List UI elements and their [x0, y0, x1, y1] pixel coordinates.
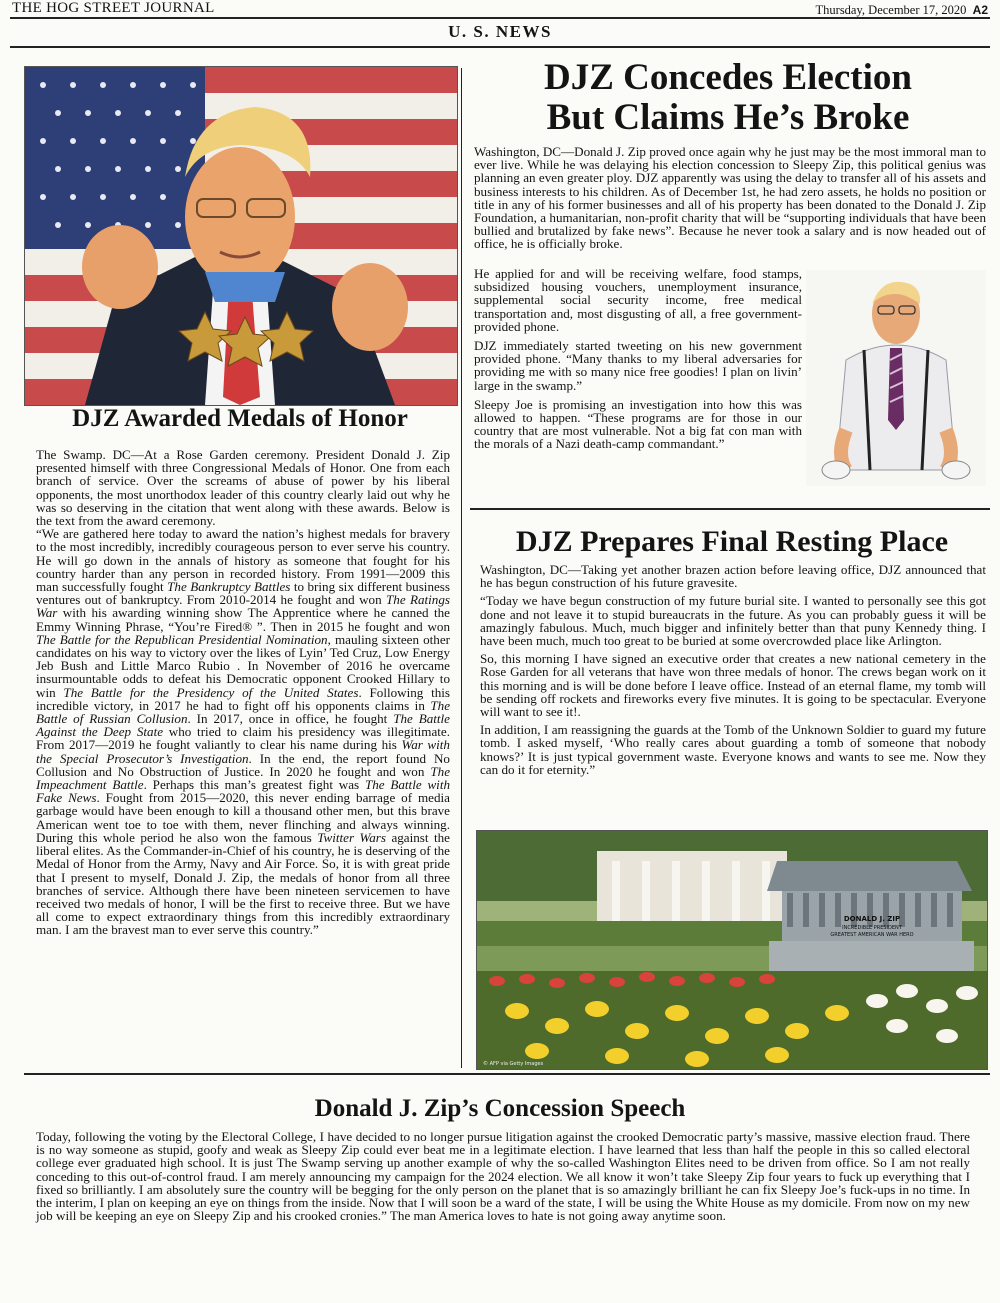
masthead-rule	[10, 17, 990, 19]
flag-portrait-illustration	[25, 67, 457, 405]
resting-article-body	[480, 563, 986, 776]
medals-article-body	[36, 448, 450, 937]
tomb-inscription-1: INCREDIBLE PRESIDENT	[842, 925, 902, 931]
section-rule	[10, 46, 990, 48]
medals-photo	[24, 66, 458, 406]
broke-figure-photo	[806, 270, 986, 486]
concede-paragraph-3: Sleepy Joe is promising an investigation into how this was allowed to happen. “These programs are for those in our country that are most vulnerable. Not a big fat con man with the morals of a Nazi death-camp commandant.”	[474, 396, 802, 452]
resting-paragraph-1: Washington, DC—Taking yet another brazen action before leaving office, DJZ announced that he has begun construction of his future gravesite.	[480, 562, 986, 591]
medals-headline: DJZ Awarded Medals of Honor	[72, 405, 408, 432]
tomb-inscription-2: GREATEST AMERICAN WAR HERO	[830, 932, 914, 938]
resting-paragraph-3: So, this morning I have signed an executive order that creates a new national cemetery in the Rose Garden for all veterans that have won three medals of honor. The crews began work on it this morning and is will be done before I leave office. Instead of an eternal flame, my tomb will be sending off rockets and fireworks every five minutes. It is going to be spectacular. Everyone will want to see it!.	[480, 651, 986, 720]
column-divider	[461, 68, 462, 1068]
page-number: A2	[972, 3, 988, 17]
medals-paragraph-2: “We are gathered here today to award the nation’s highest medals for bravery to the most incredibly, incredibly courageous person to ever serve his country. He will go down in the annals of history as someone that fought for his country harder than any person in recorded history. From 1991—2009 this man successfully fought The Bankruptcy Battles to bring six different business ventures out of bankruptcy. From 2010-2014 he fought and won The Ratings War with his awarding winning show The Apprentice where he canned the Emmy Winning Phrase, “You’re Fired® ”. Then in 2015 he fought and won The Battle for the Republican Presidential Nomination, mauling sixteen other candidates on his way to victory over the likes of Lyin’ Ted Cruz, Low Energy Jeb Bush and Little Marco Rubio . In November of 2016 he overcame insurmountable odds to defeat his Democratic opponent Crooked Hillary to win The Battle for the Presidency of the United States. Following this incredible victory, in 2017 he had to fight off his opponents claims in The Battle of Russian Collusion. In 2017, once in office, he fought The Battle Against the Deep State who tried to claim his presidency was illegitimate. From 2017—2019 he fought valiantly to clear his name during his War with the Special Prosecutor’s Investigation. In the end, the report found No Collusion and No Obstruction of Justice. In 2020 he fought and won The Impeachment Battle. Perhaps this man’s greatest fight was The Battle with Fake News. Fought from 2015—2020, this never ending barrage of media garbage would have been enough to kill a thousand other men, but this brave American went toe to toe with them, never flinching and always winning. During this whole period he also won the famous Twitter Wars against the liberal elites. As the Commander-in-Chief of his country, he is deserving of the Medal of Honor from the Army, Navy and Air Force. So, it is with great pride that I present to myself, Donald J. Zip, the medals of honor from all three branches of service. Although there have been nineteen servicemen to have received two medals of honor, I will be the first to receive three. But we have all come to expect extraordinary things from this incredibly extraordinary man. I am the bravest man to ever serve this country.”	[36, 526, 451, 938]
article-divider-right	[470, 508, 990, 510]
bottom-section-rule	[24, 1073, 990, 1075]
tomb-name: DONALD J. ZIP	[843, 915, 901, 923]
concede-left-column	[474, 267, 802, 451]
issue-date: Thursday, December 17, 2020	[815, 3, 967, 17]
dateline	[816, 3, 988, 18]
rose-garden-illustration	[477, 831, 987, 1069]
concede-headline: DJZ Concedes Election But Claims He’s Broke	[544, 57, 912, 138]
resting-paragraph-2: “Today we have begun construction of my future burial site. I wanted to personally see this got done and not leave it to stupid bureaucrats in the future. As you can probably guess it will be amazingly fabulous. Much, much bigger and infinitely better than that puny Kennedy thing. I have been much, much too great to be buried at some overcrowded place like Arlington.	[480, 593, 986, 649]
speech-headline: Donald J. Zip’s Concession Speech	[314, 1095, 686, 1122]
section-title: U. S. NEWS	[448, 22, 552, 41]
rose-garden-tomb-photo	[476, 830, 988, 1070]
speech-body: Today, following the voting by the Electoral College, I have decided to no longer pursue litigation against the crooked Democratic party’s massive, massive election fraud. There is no way someone as stupid, goofy and weak as Sleepy Zip could ever beat me in a legitimate election. I have learned that less than half the people in this so called electoral college ever graduated high school. It is just The Swamp serving up another example of why the so-called Washington Elites need to be driven from office. So I am not really conceding to this out-of-control fraud. I am merely announcing my campaign for the 2024 election. We all know it won’t take Sleepy Zip four years to fuck up everything that I fixed so brilliantly. I am absolutely sure the country will be begging for the only person on the planet that is so amazingly brilliant he can fix Sleepy Joe’s fuck-ups in no time. In the interim, I plan on keeping an eye on things from the inside. Now that I will soon be a ward of the state, I will be using the White House as my domicile. From now on my new job will be keeping an eye on Sleepy Zip and his crooked cronies.” The man America loves to hate is not going away anytime soon.	[36, 1129, 970, 1224]
concede-paragraph-1a: Washington, DC—Donald J. Zip proved once again why he just may be the most immoral man to ever live. While he was delaying his election concession to Sleepy Zip, this political genius was planning an even greater ploy. DJZ apparently was using the delay to transfer all of his assets and business interests to his children. As of December 1st, he had zero assets, he holds no position or title in any of his former businesses and all of his property has been donated to the Donald J. Zip Foundation, a humanitarian, non-profit charity that will be “supporting individuals that have been bullied and brutalized by fake news”. Because he never took a salary and is now headed out of office, he is officially broke.	[474, 144, 986, 252]
concede-paragraph-1b: He applied for and will be receiving welfare, food stamps, subsidized housing vouchers, unemployment insurance, supplemental social security income, free medical transportation and, most disgusting of all, a free government-provided phone.	[474, 266, 802, 334]
concede-paragraph-2: DJZ immediately started tweeting on his new government provided phone. “Many thanks to my liberal adversaries for providing me with so many nice free goodies! I plan on livin’ large in the swamp.”	[474, 338, 802, 393]
photo-credit: © AFP via Getty Images	[483, 1061, 544, 1067]
empty-pockets-illustration	[806, 270, 986, 486]
resting-headline: DJZ Prepares Final Resting Place	[515, 525, 949, 558]
resting-paragraph-4: In addition, I am reassigning the guards at the Tomb of the Unknown Soldier to guard my future tomb. I asked myself, ‘Who really cares about guarding a tomb of someone that nobody knows?’ It is just typical government waste. Everyone knows and wants to see me. Now they can do it for eternity.”	[480, 722, 986, 777]
medals-paragraph-1: The Swamp. DC—At a Rose Garden ceremony. President Donald J. Zip presented himself with three Congressional Medals of Honor. One from each branch of service. Over the screams of abuse of power by his liberal opponents, the most unorthodox leader of this country clearly laid out why he was so deserving in the citation that went along with these awards. Below is the text from the award ceremony.	[36, 447, 450, 529]
masthead: THE HOG STREET JOURNAL	[12, 0, 215, 16]
